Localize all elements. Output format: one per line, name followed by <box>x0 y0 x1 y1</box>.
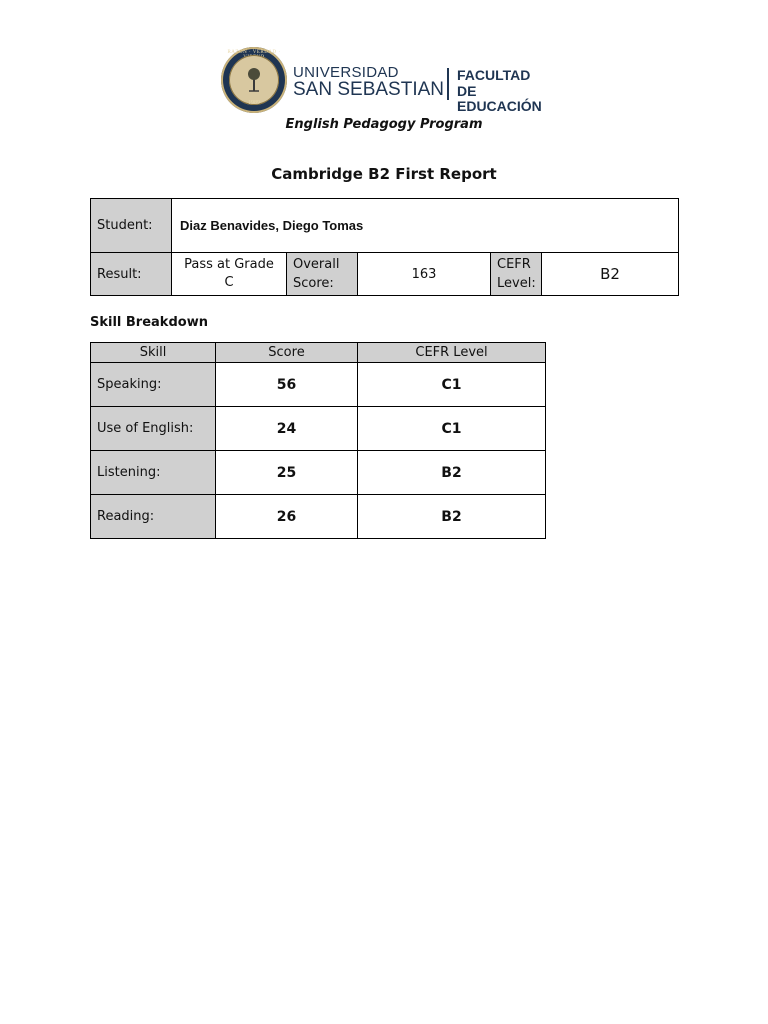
overall-score-label: Overall Score: <box>287 253 358 296</box>
table-row <box>91 363 546 407</box>
tree-icon <box>246 67 262 93</box>
skill-name: Reading: <box>91 495 216 539</box>
program-name: English Pedagogy Program <box>285 117 483 132</box>
seal-motto: RAZON · VERDAD · <box>227 50 281 55</box>
column-header-cefr: CEFR Level <box>358 343 546 363</box>
skill-cefr: C1 <box>358 363 546 407</box>
student-info-table <box>90 198 679 296</box>
skill-score: 56 <box>216 363 358 407</box>
table-header-row <box>91 343 546 363</box>
cefr-level-label: CEFR Level: <box>491 253 542 296</box>
skill-cefr: B2 <box>358 451 546 495</box>
overall-score-value: 163 <box>358 253 491 296</box>
skill-score: 24 <box>216 407 358 451</box>
skill-cefr: B2 <box>358 495 546 539</box>
student-row <box>91 199 679 253</box>
table-row <box>91 407 546 451</box>
student-label: Student: <box>91 199 172 253</box>
skill-score: 25 <box>216 451 358 495</box>
table-row <box>91 495 546 539</box>
university-name-line1: UNIVERSIDAD <box>293 64 399 81</box>
skill-score: 26 <box>216 495 358 539</box>
skill-breakdown-heading: Skill Breakdown <box>90 315 208 330</box>
skill-name: Listening: <box>91 451 216 495</box>
result-label: Result: <box>91 253 172 296</box>
student-name: Diaz Benavides, Diego Tomas <box>172 199 679 253</box>
skill-name: Use of English: <box>91 407 216 451</box>
seal-year: 1989 <box>248 100 260 106</box>
column-header-skill: Skill <box>91 343 216 363</box>
university-seal-icon <box>221 47 287 113</box>
skill-cefr: C1 <box>358 407 546 451</box>
column-header-score: Score <box>216 343 358 363</box>
university-name-line2: SAN SEBASTIAN <box>293 79 444 100</box>
report-title: Cambridge B2 First Report <box>271 165 497 183</box>
logo-divider <box>447 68 449 100</box>
university-logo <box>221 47 556 117</box>
faculty-name-line1: FACULTAD <box>457 67 531 83</box>
result-value: Pass at Grade C <box>172 253 287 296</box>
faculty-name-line2: DE EDUCACIÓN <box>457 83 542 114</box>
result-row <box>91 253 679 296</box>
table-row <box>91 451 546 495</box>
skill-name: Speaking: <box>91 363 216 407</box>
cefr-level-value: B2 <box>542 253 679 296</box>
skill-breakdown-table <box>90 342 546 539</box>
